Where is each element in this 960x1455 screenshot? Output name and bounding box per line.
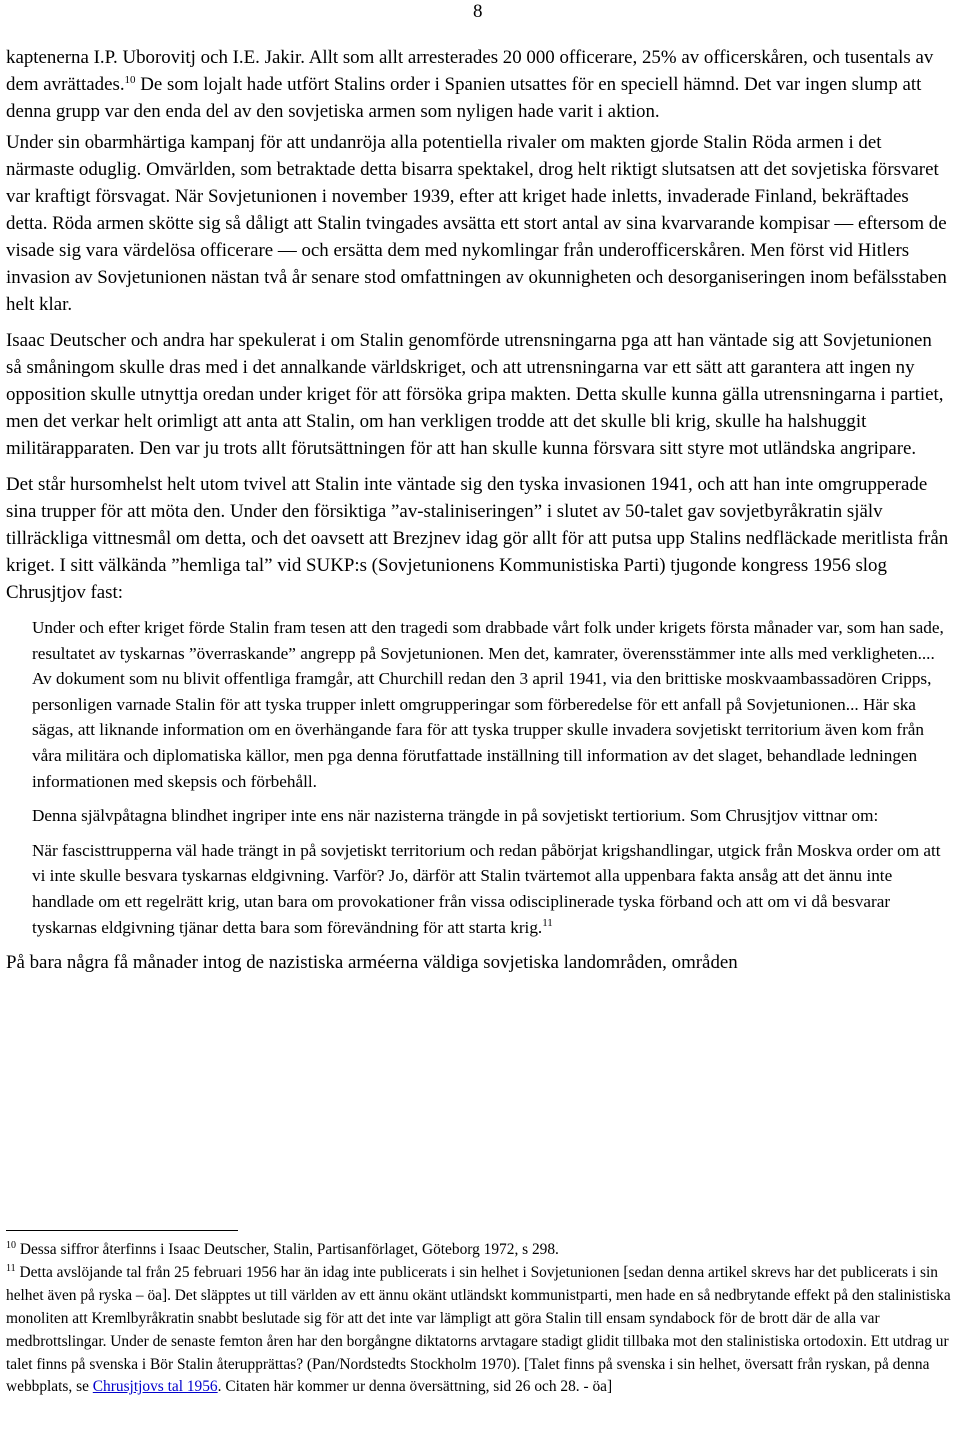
paragraph-4: Det står hursomhelst helt utom tvivel att Stalin inte väntade sig den tyska invasionen 1941, och att han inte omgrupperade sina trupper för att möta den. Under den försiktiga ”av-staliniseringen” i slutet av 50-talet gav sovjetbyråkratin själv tillräckliga vittnesmål om detta, och det oavsett att Brezjnev idag gör allt för att putsa upp Stalins nedfläckade meritlista från kriget. I sitt välkända ”hemliga tal” vid SUKP:s (Sovjetunionens Kommunistiska Parti) tjugonde kongress 1956 slog Chrusjtjov fast: xyxy=(6,474,949,603)
paragraph-1 xyxy=(6,44,951,125)
footnote-divider xyxy=(6,1230,238,1231)
paragraph-1-text: kaptenerna I.P. Uborovitj och I.E. Jakir. Allt som allt arresterades 20 000 officerare, 25% av officerskåren, och tusentals av dem avrättades. xyxy=(6,47,934,95)
footnote-10 xyxy=(6,1239,951,1262)
block-quote-1: Under och efter kriget förde Stalin fram tesen att den tragedi som drabbade vårt folk under krigets första månader var, som han sade, resultatet av tyskarnas ”överraskande” angrepp på Sovjetunionen. Men det, kamrater, överensstämmer inte alls med verkligheten.... Av dokument som nu blivit offentliga framgår, att Churchill redan den 3 april 1941, via den brittiske moskvaambassadören Cripps, personligen varnade Stalin för att tyska trupper inlett omgrupperingar som förberedelse för ett anfall på Sovjetunionen... Här ska sägas, att liknande information om en överhängande fara för att tyska trupper skulle invadera sovjetiskt territorium även kom från våra militära och diplomatiska källor, men pga denna förutfattade inställning till information av det slaget, behandlade ledningen informationen med skepsis och förbehåll. xyxy=(32,618,944,791)
main-text xyxy=(6,44,951,985)
footnote-11-end: . Citaten här kommer ur denna översättning, sid 26 och 28. - öa] xyxy=(217,1378,613,1396)
paragraph-2: Under sin obarmhärtiga kampanj för att undanröja alla potentiella rivaler om makten gjorde Stalin Röda armen i det närmaste oduglig. Omvärlden, som betraktade detta bisarra spektakel, drog helt riktigt slutsatsen att det sovjetiska försvaret var kraftigt försvagat. När Sovjetunionen i november 1939, efter att kriget hade inletts, invaderade Finland, bekräftades detta. Röda armen skötte sig så dåligt att Stalin tvingades avsätta ett stort antal av sina kvarvarande kompisar — eftersom de visade sig vara värdelösa officerare — och ersätta dem med nykomlingar från underofficerskåren. Men först vid Hitlers invasion av Sovjetunionen nästan två år senare stod omfattningen av okunnigheten och desorganiseringen inom befälsstaben helt klar. xyxy=(6,132,947,315)
paragraph-5: På bara några få månader intog de nazistiska arméerna väldiga sovjetiska landområden, områden xyxy=(6,952,738,974)
block-quote-3-text: När fascisttrupperna väl hade trängt in på sovjetiskt territorium och redan påbörjat krigshandlingar, utgick från Moskva order om att vi inte skulle besvara tyskarnas eldgivning. Varför? Jo, därför att Stalin tvärtemot alla uppenbara fakta ansåg att det ännu inte handlade om ett regelrätt krig, utan bara om provokationer från vissa odisciplinerade tyska förband och att om vi då besvarar tyskarnas eldgivning tjänar detta bara som förevändning för att starta krig. xyxy=(32,840,941,937)
block-quote-2: Denna självpåtagna blindhet ingriper inte ens när nazisterna trängde in på sovjetiskt tertiorium. Som Chrusjtjov vittnar om: xyxy=(32,806,879,826)
footnote-11-number: 11 xyxy=(6,1262,16,1274)
chrusjtjov-speech-link[interactable]: Chrusjtjovs tal 1956 xyxy=(92,1378,218,1396)
footnote-11 xyxy=(6,1262,951,1399)
footnote-11-text: Detta avslöjande tal från 25 februari 1956 har än idag inte publicerats i sin helhet i Sovjetunionen [sedan denna artikel skrevs har det publicerats i sin helhet även på ryska – öa]. Det släpptes ut till världen av ett ännu okänt utländskt kommunistparti, men hade en så nedbrytande effekt på den stalinistiska monoliten att Kremlbyråkratin snabbt beslutade sig för att det inte var lämpligt att göra Stalin till ensam syndabock för de brott där de alla var medbrottslingar. Under de senaste femton åren har den borgångne diktatorns arvtagare stadigt glidit tillbaka mot den stalinistiska ortodoxin. Ett utdrag ur talet finns på svenska i Bör Stalin återupprättas? (Pan/Nordstedts Stockholm 1970). [Talet finns på svenska i sin helhet, översatt från ryskan, på denna webbplats, se xyxy=(6,1263,951,1396)
footnote-ref-11[interactable]: 11 xyxy=(542,916,553,929)
paragraph-3: Isaac Deutscher och andra har spekulerat i om Stalin genomförde utrensningarna pga att han väntade sig att Sovjetunionen så småningom skulle dras med i det annalkande världskriget, och att utrensningarna var ett sätt att garantera att ingen ny opposition skulle utnyttja oredan under kriget för att försöka gripa makten. Detta skulle kunna gälla utrensningarna i partiet, men det verkar helt orimligt att anta att Stalin, om han verkligen trodde att det skulle bli krig, skulle ha halshuggit militärapparaten. Den var ju trots allt förutsättningen för att han skulle kunna försvara sitt styre mot utländska angripare. xyxy=(6,330,944,459)
footnote-ref-10[interactable]: 10 xyxy=(124,74,136,86)
footnote-10-text: Dessa siffror återfinns i Isaac Deutscher, Stalin, Partisanförlaget, Göteborg 1972, s 298. xyxy=(16,1241,559,1258)
paragraph-1-text-cont: De som lojalt hade utfört Stalins order i Spanien utsattes för en speciell hämnd. Det var ingen slump att denna grupp var den enda del av den sovjetiska armen som nyligen hade varit i aktion. xyxy=(6,74,922,122)
page-number: 8 xyxy=(473,1,483,22)
block-quote-3 xyxy=(32,838,951,940)
footnote-10-number: 10 xyxy=(6,1240,16,1251)
footnotes xyxy=(6,1239,951,1399)
